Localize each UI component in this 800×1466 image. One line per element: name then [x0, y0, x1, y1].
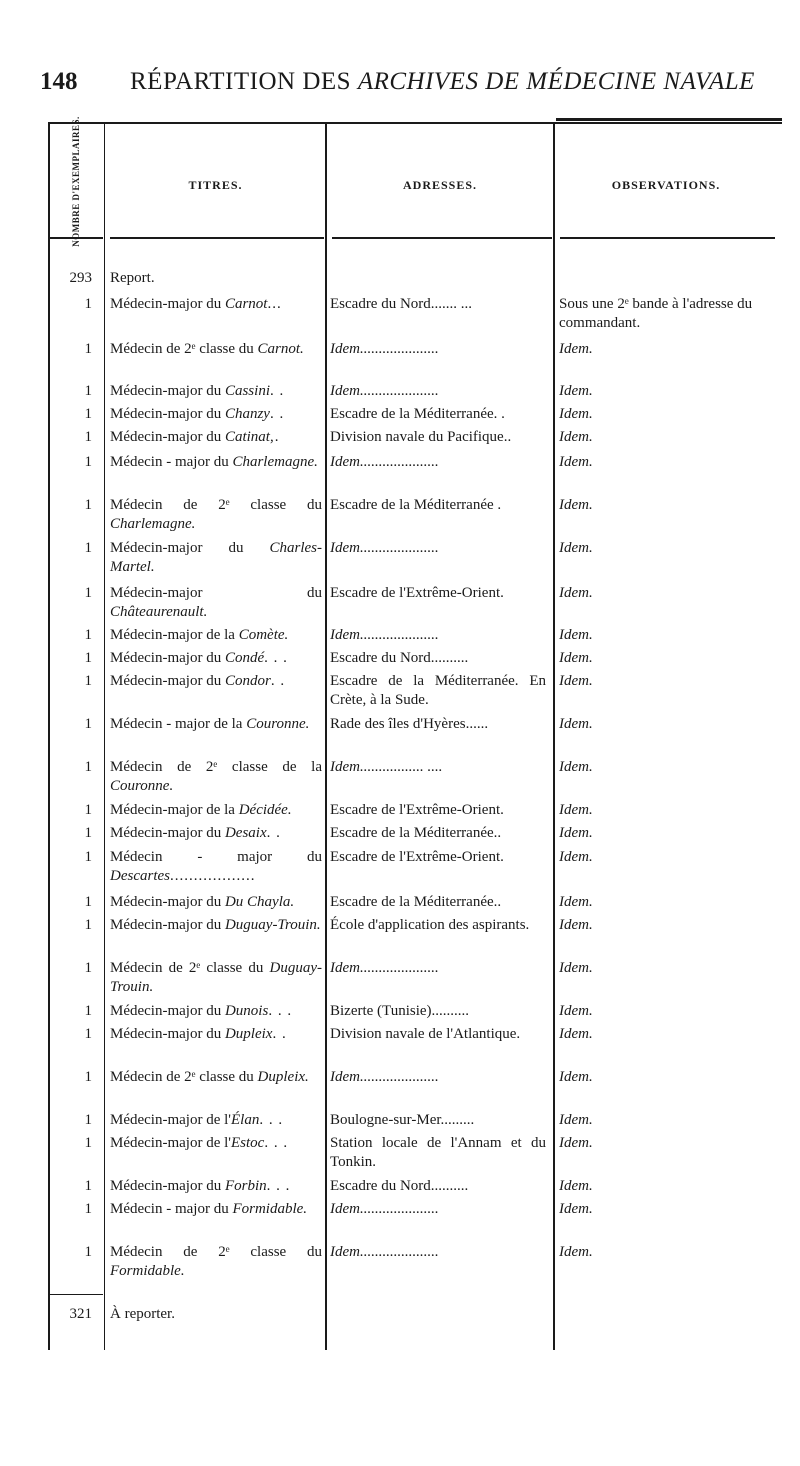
footer-label: À reporter.: [110, 1306, 175, 1322]
row-title-text: Médecin-major du: [110, 894, 225, 910]
row-title-text: Médecin - major de la: [110, 716, 247, 732]
row-count: 1: [84, 454, 92, 470]
report-count: 293: [69, 270, 92, 286]
row-title: [110, 893, 322, 912]
row-title: [110, 428, 322, 447]
row-count: 1: [84, 1178, 92, 1194]
row-address: Idem.....................: [330, 1069, 439, 1085]
row-observation: Idem.: [559, 650, 593, 666]
row-title-text: Médecin - major du: [110, 1201, 233, 1217]
row-address: Idem.....................: [330, 383, 439, 399]
row-ship-name: Élan: [231, 1112, 260, 1128]
row-address: École d'application des aspirants.: [330, 917, 530, 933]
row-count: 1: [84, 894, 92, 910]
row-ship-name: Cassini: [224, 383, 270, 399]
row-address: Escadre de l'Extrême-Orient.: [330, 849, 504, 865]
col-divider-3: [553, 122, 555, 1350]
row-title: [110, 584, 322, 622]
row-address: Division navale de l'Atlantique.: [330, 1026, 521, 1042]
row-title-text: Médecin-major du: [110, 383, 225, 399]
running-title-italic: ARCHIVES DE MÉDECINE NAVALE: [357, 68, 755, 95]
page-number: 148: [40, 68, 78, 95]
row-title: [110, 824, 322, 843]
row-address: Escadre de la Méditerranée..: [330, 894, 502, 910]
row-title-text: Médecin - major du: [110, 849, 322, 865]
header-bottom-rule-4: [560, 237, 775, 239]
row-title-text: Médecin-major du: [110, 1178, 225, 1194]
row-address: Escadre du Nord....... ...: [330, 296, 473, 312]
row-title-text: Médecin-major du: [110, 917, 225, 933]
row-count: 1: [84, 1201, 92, 1217]
col-divider-2: [325, 122, 327, 1350]
row-ship-name: Châteaurenault.: [110, 604, 208, 620]
row-ship-name: Carnot.: [257, 341, 304, 357]
row-count: 1: [84, 296, 92, 312]
column-header-nombre-text: NOMBRE D'EXEMPLAIRES.: [70, 115, 81, 247]
row-observation: Idem.: [559, 341, 593, 357]
row-count: 1: [84, 1003, 92, 1019]
row-count: 1: [84, 540, 92, 556]
row-count: 1: [84, 650, 92, 666]
row-ship-name: Couronne.: [246, 716, 310, 732]
row-observation: Idem.: [559, 849, 593, 865]
row-ship-name: Charlemagne.: [232, 454, 318, 470]
row-title-leader: . .: [269, 406, 285, 422]
row-title-text: Médecin-major de l': [110, 1112, 231, 1128]
row-title-text: Médecin de 2ᵉ classe du: [110, 497, 322, 513]
row-title: [110, 672, 322, 691]
row-address: Boulogne-sur-Mer.........: [330, 1112, 475, 1128]
row-address: Escadre de la Méditerranée. .: [330, 406, 505, 422]
row-observation: Idem.: [559, 1026, 593, 1042]
row-count: 1: [84, 429, 92, 445]
row-address: Idem.....................: [330, 960, 439, 976]
row-address: Idem.....................: [330, 454, 439, 470]
row-title-text: Médecin de 2ᵉ classe du: [110, 960, 270, 976]
table-top-rule-thick: [556, 118, 782, 121]
row-address: Rade des îles d'Hyères......: [330, 716, 489, 732]
row-address: Escadre de la Méditerranée..: [330, 825, 502, 841]
row-observation: Idem.: [559, 1178, 593, 1194]
row-title-leader: . . .: [268, 1003, 293, 1019]
row-address: Escadre de l'Extrême-Orient.: [330, 802, 504, 818]
row-title-leader: ...: [267, 296, 282, 312]
row-count: 1: [84, 759, 92, 775]
row-observation: Idem.: [559, 1112, 593, 1128]
row-count: 1: [84, 716, 92, 732]
row-observation: Idem.: [559, 406, 593, 422]
row-title: [110, 626, 322, 645]
row-title: [110, 801, 322, 820]
row-title-leader: ,.: [269, 429, 280, 445]
row-title: [110, 382, 322, 401]
row-title-text: Médecin-major du: [110, 540, 270, 556]
row-observation: Idem.: [559, 627, 593, 643]
row-address: Escadre du Nord..........: [330, 1178, 469, 1194]
row-title: [110, 295, 322, 314]
row-observation: Idem.: [559, 917, 593, 933]
row-observation: Idem.: [559, 960, 593, 976]
row-count: 1: [84, 960, 92, 976]
row-ship-name: Condé: [224, 650, 265, 666]
row-ship-name: Descartes: [110, 868, 170, 884]
row-title: [110, 496, 322, 534]
row-title-text: Médecin-major de la: [110, 802, 239, 818]
row-ship-name: Charles-Martel.: [110, 540, 322, 575]
row-count: 1: [84, 406, 92, 422]
row-title: [110, 1025, 322, 1044]
row-title: [110, 539, 322, 577]
row-count: 1: [84, 1026, 92, 1042]
row-observation: Idem.: [559, 585, 593, 601]
row-title: [110, 1111, 322, 1130]
row-ship-name: Dunois: [224, 1003, 269, 1019]
row-title: [110, 1134, 322, 1153]
row-count: 1: [84, 383, 92, 399]
row-title: [110, 1002, 322, 1021]
row-ship-name: Duguay-Trouin.: [224, 917, 321, 933]
row-address: Division navale du Pacifique..: [330, 429, 512, 445]
row-count: 1: [84, 1112, 92, 1128]
row-title: [110, 1200, 322, 1219]
row-title: [110, 1243, 322, 1281]
row-title-text: Médecin-major du: [110, 1003, 225, 1019]
row-observation: Idem.: [559, 540, 593, 556]
row-observation: Idem.: [559, 1069, 593, 1085]
column-header-adresses: ADRESSES.: [402, 178, 478, 192]
row-title-text: Médecin-major du: [110, 296, 225, 312]
row-address: Idem.....................: [330, 341, 439, 357]
row-ship-name: Chanzy: [224, 406, 270, 422]
row-observation: Idem.: [559, 825, 593, 841]
row-count: 1: [84, 917, 92, 933]
column-header-observations: OBSERVATIONS.: [611, 178, 721, 192]
row-address: Escadre de l'Extrême-Orient.: [330, 585, 504, 601]
footer-rule: [48, 1294, 103, 1295]
row-title: [110, 916, 322, 935]
row-ship-name: Comète.: [238, 627, 289, 643]
row-title-text: Médecin-major du: [110, 1026, 225, 1042]
row-title-leader: . . .: [264, 1135, 289, 1151]
row-observation: Idem.: [559, 497, 593, 513]
row-address: Escadre de la Méditerranée .: [330, 497, 502, 513]
row-count: 1: [84, 497, 92, 513]
row-ship-name: Condor: [224, 673, 271, 689]
row-title-text: Médecin de 2ᵉ classe du: [110, 1244, 322, 1260]
row-ship-name: Dupleix: [224, 1026, 273, 1042]
row-title: [110, 848, 322, 886]
row-ship-name: Forbin: [224, 1178, 267, 1194]
row-title-leader: . . .: [264, 650, 288, 666]
row-title-text: Médecin - major du: [110, 454, 233, 470]
row-ship-name: Dupleix.: [257, 1069, 309, 1085]
row-title: [110, 959, 322, 997]
row-observation: Idem.: [559, 429, 593, 445]
row-ship-name: Formidable.: [232, 1201, 308, 1217]
row-observation: Idem.: [559, 1135, 593, 1151]
row-title-leader: ..................: [170, 868, 256, 884]
row-observation: Sous une 2ᵉ bande à l'adresse du commandant.: [559, 296, 753, 331]
table-top-rule: [48, 122, 782, 124]
report-label: Report.: [110, 270, 155, 286]
header-bottom-rule-3: [332, 237, 552, 239]
row-observation: Idem.: [559, 673, 593, 689]
row-ship-name: Décidée.: [238, 802, 292, 818]
row-ship-name: Estoc: [231, 1135, 265, 1151]
row-title: [110, 340, 322, 359]
row-address: Bizerte (Tunisie)..........: [330, 1003, 470, 1019]
row-address: Idem.....................: [330, 627, 439, 643]
row-title-leader: . .: [269, 383, 285, 399]
row-ship-name: Catinat: [224, 429, 270, 445]
row-title-text: Médecin de 2ᵉ classe du: [110, 341, 258, 357]
row-title: [110, 649, 322, 668]
row-ship-name: Desaix: [224, 825, 267, 841]
row-title-text: Médecin de 2ᵉ classe du: [110, 1069, 258, 1085]
row-address: Station locale de l'Annam et du Tonkin.: [330, 1135, 546, 1170]
row-observation: Idem.: [559, 1201, 593, 1217]
running-title-plain: RÉPARTITION DES: [130, 68, 358, 95]
row-ship-name: Duguay-Trouin.: [110, 960, 322, 995]
row-title-leader: . .: [272, 1026, 287, 1042]
row-title: [110, 405, 322, 424]
row-address: Idem................. ....: [330, 759, 443, 775]
row-count: 1: [84, 627, 92, 643]
row-ship-name: Formidable.: [110, 1263, 185, 1279]
row-count: 1: [84, 341, 92, 357]
row-observation: Idem.: [559, 894, 593, 910]
row-title-text: Médecin-major du: [110, 650, 225, 666]
row-count: 1: [84, 1135, 92, 1151]
running-title: [130, 68, 755, 96]
row-address: Escadre du Nord..........: [330, 650, 469, 666]
row-title-text: Médecin-major du: [110, 673, 225, 689]
header-bottom-rule-2: [110, 237, 324, 239]
row-title: [110, 758, 322, 796]
row-observation: Idem.: [559, 1244, 593, 1260]
row-title-leader: . . .: [266, 1178, 291, 1194]
footer-count: 321: [69, 1306, 92, 1322]
row-count: 1: [84, 585, 92, 601]
row-observation: Idem.: [559, 383, 593, 399]
row-count: 1: [84, 1244, 92, 1260]
row-observation: Idem.: [559, 716, 593, 732]
row-count: 1: [84, 849, 92, 865]
row-title-text: Médecin-major du: [110, 406, 225, 422]
row-title-text: Médecin-major de la: [110, 627, 239, 643]
row-title-text: Médecin-major du: [110, 585, 322, 601]
row-address: Idem.....................: [330, 540, 439, 556]
row-ship-name: Carnot: [224, 296, 268, 312]
column-header-nombre: [48, 115, 104, 247]
row-title-text: Médecin-major de l': [110, 1135, 231, 1151]
row-observation: Idem.: [559, 454, 593, 470]
row-count: 1: [84, 825, 92, 841]
row-count: 1: [84, 802, 92, 818]
row-title-text: Médecin-major du: [110, 825, 225, 841]
row-ship-name: Couronne.: [110, 778, 174, 794]
row-observation: Idem.: [559, 802, 593, 818]
row-address: Escadre de la Méditerranée. En Crète, à la Sude.: [330, 673, 546, 708]
running-header: [40, 68, 760, 108]
row-observation: Idem.: [559, 759, 593, 775]
row-address: Idem.....................: [330, 1244, 439, 1260]
row-title-leader: . . .: [259, 1112, 284, 1128]
row-ship-name: Du Chayla.: [224, 894, 295, 910]
row-title: [110, 453, 322, 472]
row-title: [110, 1177, 322, 1196]
row-title-text: Médecin de 2ᵉ classe de la: [110, 759, 322, 775]
row-title-leader: . .: [266, 825, 281, 841]
row-count: 1: [84, 1069, 92, 1085]
row-title-text: Médecin-major du: [110, 429, 225, 445]
col-divider-1: [104, 122, 105, 1350]
row-observation: Idem.: [559, 1003, 593, 1019]
row-title: [110, 1068, 322, 1087]
row-title-leader: . .: [270, 673, 286, 689]
row-ship-name: Charlemagne.: [110, 516, 196, 532]
row-address: Idem.....................: [330, 1201, 439, 1217]
row-count: 1: [84, 673, 92, 689]
row-title: [110, 715, 322, 734]
column-header-titres: TITRES.: [188, 178, 243, 192]
